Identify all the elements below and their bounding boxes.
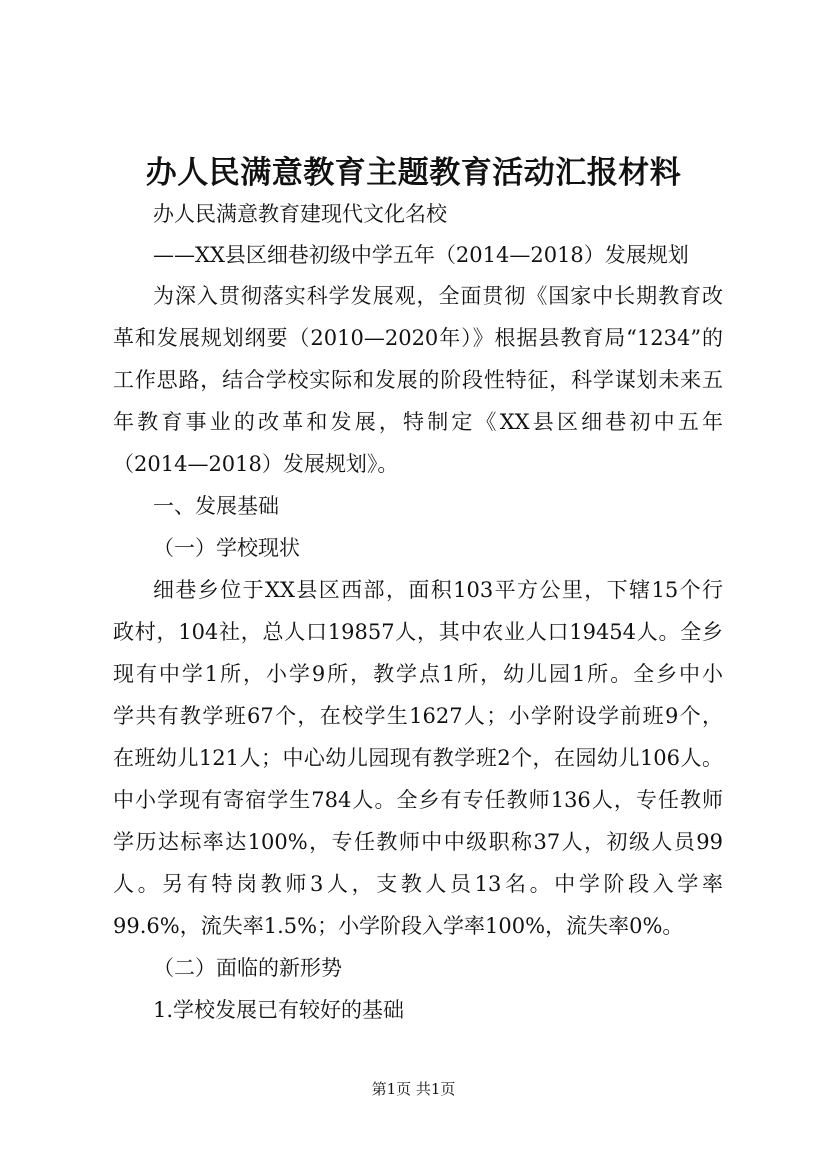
body-line: （二）面临的新形势 xyxy=(153,956,342,980)
body-line: 革和发展规划纲要（2010—2020年）》根据县教育局“1234”的 xyxy=(113,326,723,350)
body-line: （2014—2018）发展规划》。 xyxy=(113,452,399,476)
body-line: 中小学现有寄宿学生784人。全乡有专任教师136人，专任教师 xyxy=(113,788,723,812)
page-footer: 第1页 共1页 xyxy=(371,1080,456,1098)
body-line: 现有中学1所，小学9所，教学点1所，幼儿园1所。全乡中小 xyxy=(113,662,723,686)
body-line: 一、发展基础 xyxy=(153,494,279,518)
body-line: 人。另有特岗教师3人，支教人员13名。中学阶段入学率 xyxy=(113,872,723,896)
body-line: 工作思路，结合学校实际和发展的阶段性特征，科学谋划未来五 xyxy=(113,368,723,392)
body-line: 1.学校发展已有较好的基础 xyxy=(153,998,405,1022)
body-line: ——XX县区细巷初级中学五年（2014—2018）发展规划 xyxy=(153,243,689,267)
body-line: （一）学校现状 xyxy=(153,536,300,560)
body-line: 办人民满意教育建现代文化名校 xyxy=(153,202,447,226)
body-line: 学共有教学班67个，在校学生1627人；小学附设学前班9个， xyxy=(113,704,723,728)
body-line: 细巷乡位于XX县区西部，面积103平方公里，下辖15个行 xyxy=(153,578,723,602)
body-line: 99.6%，流失率1.5%；小学阶段入学率100%，流失率0%。 xyxy=(113,914,684,938)
body-line: 在班幼儿121人；中心幼儿园现有教学班2个，在园幼儿106人。 xyxy=(113,746,723,770)
body-line: 年教育事业的改革和发展，特制定《XX县区细巷初中五年 xyxy=(113,410,723,434)
body-line: 学历达标率达100%，专任教师中中级职称37人，初级人员99 xyxy=(113,830,723,854)
body-line: 为深入贯彻落实科学发展观，全面贯彻《国家中长期教育改 xyxy=(153,284,723,308)
body-line: 政村，104社，总人口19857人，其中农业人口19454人。全乡 xyxy=(113,620,723,644)
document-title: 办人民满意教育主题教育活动汇报材料 xyxy=(145,155,682,191)
